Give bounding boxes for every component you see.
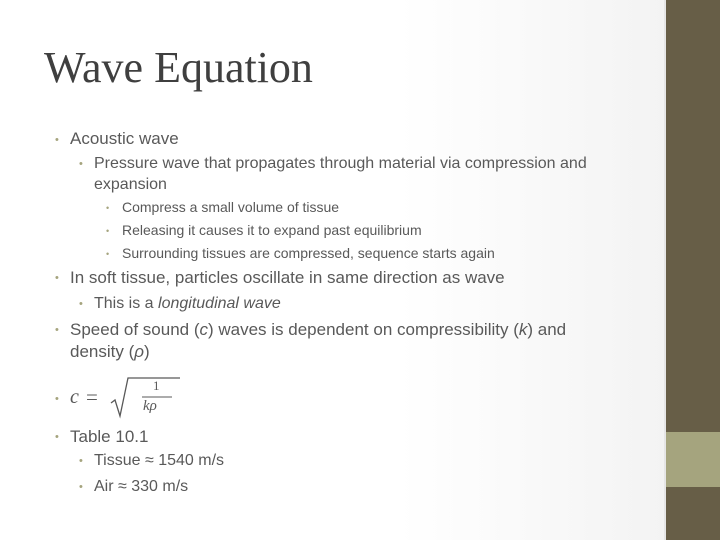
density-text-a: density ( <box>70 342 135 361</box>
bullet-longitudinal <box>94 295 281 313</box>
bullet-icon: • <box>55 134 59 146</box>
bullet-tissue-speed: Tissue ≈ 1540 m/s <box>94 452 225 469</box>
formula-equals: = <box>86 385 98 409</box>
sidebar-block-accent <box>666 432 720 487</box>
formula-numerator: 1 <box>153 378 160 393</box>
speed-text-a: Speed of sound ( <box>70 320 200 339</box>
density-symbol-rho: ρ <box>134 342 144 361</box>
bullet-icon: • <box>55 324 59 336</box>
longitudinal-prefix: This is a <box>94 295 159 312</box>
bullet-pressure-wave: Pressure wave that propagates through material via compression and <box>94 155 587 172</box>
bullet-speed-of-sound-cont <box>70 342 150 362</box>
bullet-icon: • <box>79 481 83 493</box>
wave-speed-formula <box>70 376 180 420</box>
speed-text-b: ) waves is dependent on compressibility ( <box>207 320 519 339</box>
bullet-icon: • <box>79 455 83 467</box>
sidebar-block-top <box>666 0 720 432</box>
bullet-icon: • <box>55 431 59 443</box>
bullet-icon: • <box>55 393 59 405</box>
bullet-icon: • <box>79 158 83 170</box>
formula-denominator: kρ <box>143 398 157 414</box>
bullet-air-speed: Air ≈ 330 m/s <box>94 478 189 495</box>
bullet-speed-of-sound <box>70 320 566 340</box>
speed-symbol-k: k <box>518 320 528 339</box>
bullet-table-ref: Table 10.1 <box>70 427 149 446</box>
longitudinal-emphasis: longitudinal wave <box>158 295 281 312</box>
bullet-icon: • <box>106 203 110 213</box>
bullet-acoustic-wave: Acoustic wave <box>70 129 179 148</box>
speed-symbol-c: c <box>199 320 208 339</box>
speed-text-c: ) and <box>527 320 567 339</box>
bullet-icon: • <box>106 249 110 259</box>
bullet-icon: • <box>55 272 59 284</box>
bullet-icon: • <box>106 226 110 236</box>
bullet-icon: • <box>79 298 83 310</box>
bullet-surrounding: Surrounding tissues are compressed, sequence starts again <box>122 245 495 261</box>
slide-title: Wave Equation <box>44 43 313 92</box>
bullet-pressure-wave-cont: expansion <box>94 176 167 193</box>
density-text-b: ) <box>144 342 150 361</box>
bullet-releasing: Releasing it causes it to expand past equilibrium <box>122 222 422 238</box>
sidebar-block-bottom <box>666 487 720 540</box>
formula-lhs: c <box>70 386 79 408</box>
bullet-soft-tissue: In soft tissue, particles oscillate in same direction as wave <box>70 268 505 287</box>
bullet-compress: Compress a small volume of tissue <box>122 199 340 215</box>
